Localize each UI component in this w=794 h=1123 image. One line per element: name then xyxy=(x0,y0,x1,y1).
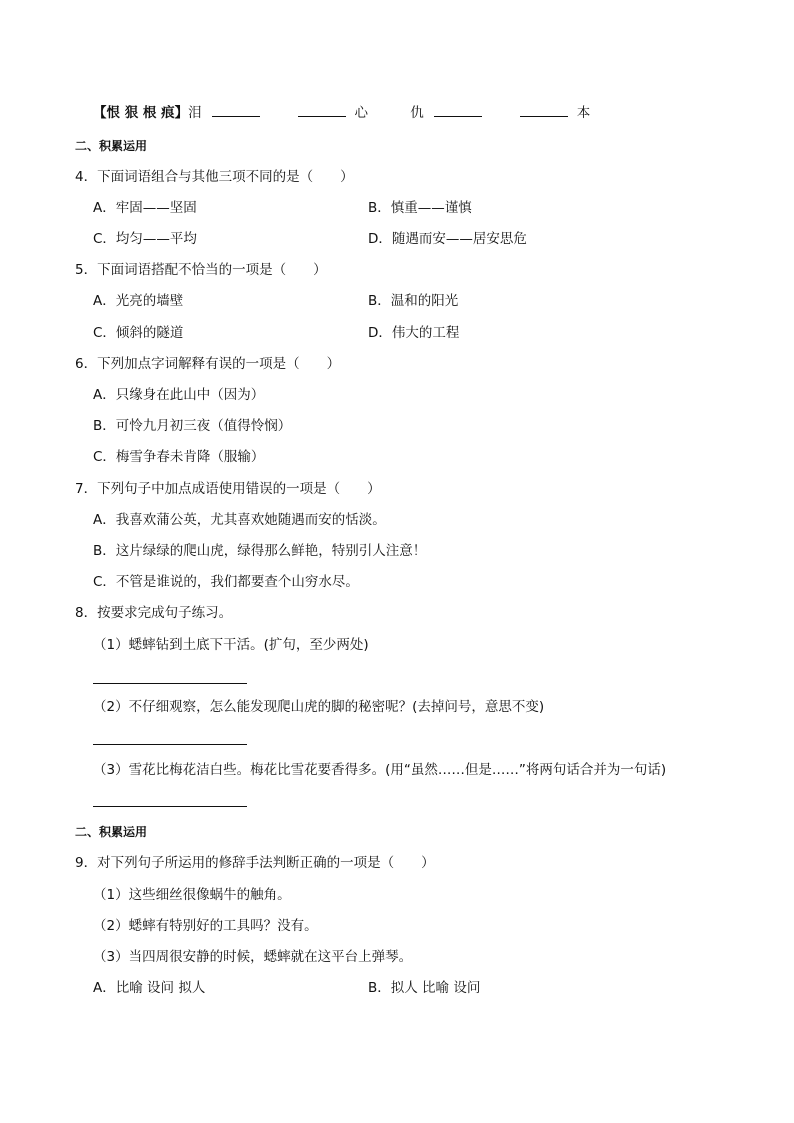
q4-option-c[interactable]: C．均匀——平均 xyxy=(93,231,197,247)
question-6-stem: 6．下列加点字词解释有误的一项是（ ） xyxy=(75,356,341,372)
blank-4[interactable] xyxy=(520,104,568,117)
q4-option-d[interactable]: D．随遇而安——居安思危 xyxy=(368,231,527,247)
q6-option-c[interactable]: C．梅雪争春未肯降（服输） xyxy=(93,449,265,465)
q4-option-a[interactable]: A．牢固——坚固 xyxy=(93,200,197,216)
question-4-stem: 4．下面词语组合与其他三项不同的是（ ） xyxy=(75,169,354,185)
question-8-stem: 8．按要求完成句子练习。 xyxy=(75,605,233,621)
q7-option-a[interactable]: A．我喜欢蒲公英，尤其喜欢她随遇而安的恬淡。 xyxy=(93,512,386,528)
q6-option-a[interactable]: A．只缘身在此山中（因为） xyxy=(93,387,265,403)
q6-option-b[interactable]: B．可怜九月初三夜（值得怜悯） xyxy=(93,418,292,434)
q9-option-b[interactable]: B．拟人 比喻 设问 xyxy=(368,980,481,996)
blank-2[interactable] xyxy=(298,104,346,117)
section-header-2: 二、积累运用 xyxy=(75,825,148,839)
q5-option-c[interactable]: C．倾斜的隧道 xyxy=(93,325,184,341)
q7-option-b[interactable]: B．这片绿绿的爬山虎，绿得那么鲜艳，特别引人注意！ xyxy=(93,543,427,559)
q4-option-b[interactable]: B．慎重——谨慎 xyxy=(368,200,472,216)
q8-part-3: （3）雪花比梅花洁白些。梅花比雪花要香得多。(用“虽然……但是……”将两句话合并为一句话) xyxy=(93,762,667,778)
q7-option-c[interactable]: C．不管是谁说的，我们都要查个山穷水尽。 xyxy=(93,574,359,590)
q8-answer-line-2[interactable] xyxy=(93,744,247,745)
q5-option-b[interactable]: B．温和的阳光 xyxy=(368,293,459,309)
q9-sentence-2: （2）蟋蟀有特别好的工具吗？没有。 xyxy=(93,918,318,934)
blank-3[interactable] xyxy=(434,104,482,117)
q9-option-a[interactable]: A．比喻 设问 拟人 xyxy=(93,980,206,996)
q8-answer-line-3[interactable] xyxy=(93,806,247,807)
bracket-words: 【恨 狠 根 痕】 xyxy=(93,105,189,121)
q5-option-d[interactable]: D．伟大的工程 xyxy=(368,325,460,341)
word-char-3: 仇 xyxy=(410,105,424,121)
word-char-4: 本 xyxy=(576,105,591,121)
q8-answer-line-1[interactable] xyxy=(93,683,247,684)
word-char-1: 泪 xyxy=(188,105,202,121)
word-fill-line xyxy=(93,104,590,122)
question-7-stem: 7．下列句子中加点成语使用错误的一项是（ ） xyxy=(75,481,381,497)
question-9-stem: 9．对下列句子所运用的修辞手法判断正确的一项是（ ） xyxy=(75,855,435,871)
q5-option-a[interactable]: A．光亮的墙壁 xyxy=(93,293,184,309)
section-header-1: 二、积累运用 xyxy=(75,139,148,153)
q9-sentence-1: （1）这些细丝很像蜗牛的触角。 xyxy=(93,887,291,903)
q8-part-2: （2）不仔细观察，怎么能发现爬山虎的脚的秘密呢？(去掉问号，意思不变) xyxy=(93,699,545,715)
q8-part-1: （1）蟋蟀钻到土底下干活。(扩句，至少两处) xyxy=(93,637,369,653)
q9-sentence-3: （3）当四周很安静的时候，蟋蟀就在这平台上弹琴。 xyxy=(93,949,413,965)
word-char-2: 心 xyxy=(354,105,368,121)
blank-1[interactable] xyxy=(212,104,260,117)
question-5-stem: 5．下面词语搭配不恰当的一项是（ ） xyxy=(75,262,327,278)
